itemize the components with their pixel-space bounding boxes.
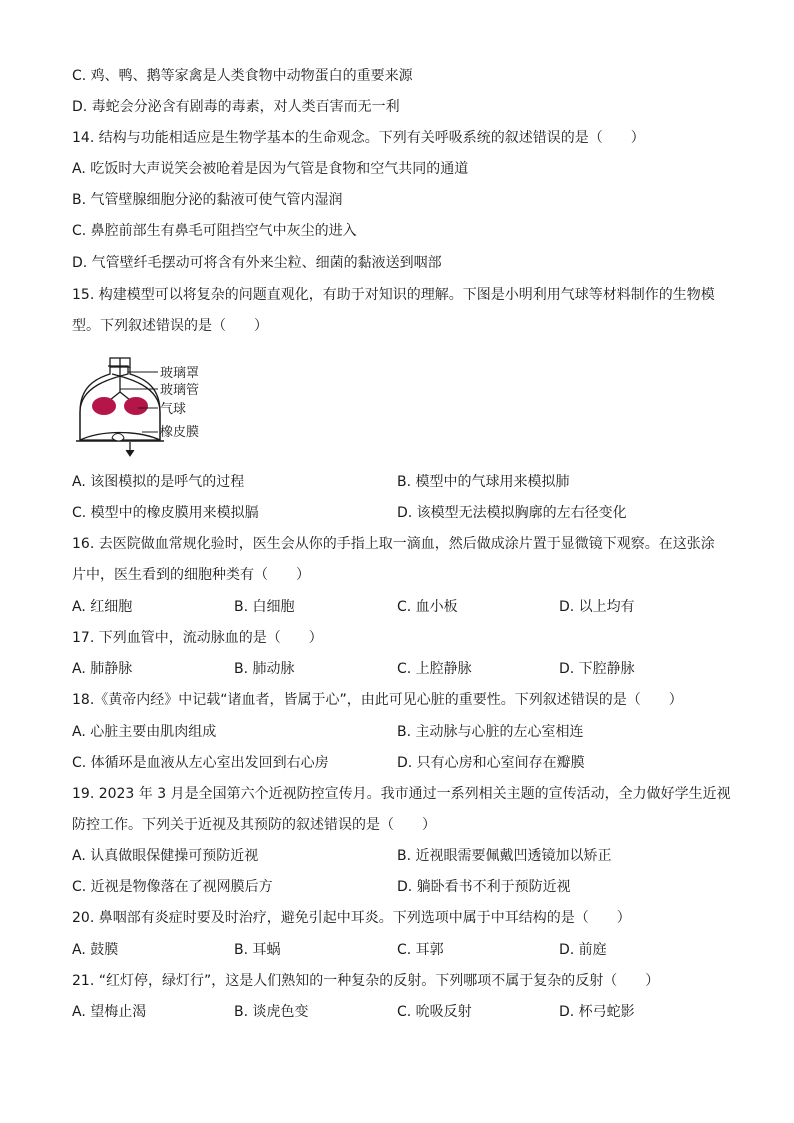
q17-option-d: D. 下腔静脉 [559, 661, 635, 677]
q19-stem-line2: 防控工作。下列关于近视及其预防的叙述错误的是（ ） [72, 817, 436, 833]
q20-option-b: B. 耳蜗 [234, 942, 281, 958]
q13-option-d: D. 毒蛇会分泌含有剧毒的毒素，对人类百害而无一利 [72, 99, 400, 115]
q18-option-d: D. 只有心房和心室间存在瓣膜 [397, 755, 585, 771]
q16-option-d: D. 以上均有 [559, 599, 635, 615]
q16-option-a: A. 红细胞 [72, 599, 133, 615]
q15-option-b: B. 模型中的气球用来模拟肺 [397, 474, 570, 490]
q21-stem: 21. “红灯停，绿灯行”，这是人们熟知的一种复杂的反射。下列哪项不属于复杂的反射（ ） [72, 973, 660, 989]
q15-stem-line1: 15. 构建模型可以将复杂的问题直观化，有助于对知识的理解。下图是小明利用气球等材料制作的生物模 [72, 287, 715, 303]
bell-jar-lung-model-figure [72, 352, 252, 460]
q19-option-b: B. 近视眼需要佩戴凹透镜加以矫正 [397, 848, 612, 864]
label-balloon: 气球 [160, 402, 187, 417]
q18-option-b: B. 主动脉与心脏的左心室相连 [397, 724, 584, 740]
right-balloon [124, 397, 148, 415]
q21-option-c: C. 吮吸反射 [397, 1004, 472, 1020]
label-glass-tube: 玻璃管 [160, 383, 200, 398]
q15-option-c: C. 模型中的橡皮膜用来模拟膈 [72, 505, 259, 521]
q14-option-c: C. 鼻腔前部生有鼻毛可阻挡空气中灰尘的进入 [72, 223, 357, 239]
q17-stem: 17. 下列血管中，流动脉血的是（ ） [72, 630, 323, 646]
q16-stem-line1: 16. 去医院做血常规化验时，医生会从你的手指上取一滴血，然后做成涂片置于显微镜下观察。在这张涂 [72, 536, 715, 552]
label-rubber-membrane: 橡皮膜 [160, 425, 200, 440]
q14-option-b: B. 气管壁腺细胞分泌的黏液可使气管内湿润 [72, 192, 343, 208]
q17-option-b: B. 肺动脉 [234, 661, 295, 677]
q21-option-d: D. 杯弓蛇影 [559, 1004, 635, 1020]
q19-option-a: A. 认真做眼保健操可预防近视 [72, 848, 259, 864]
q20-option-c: C. 耳郭 [397, 942, 444, 958]
q21-option-a: A. 望梅止渴 [72, 1004, 147, 1020]
q21-option-b: B. 谈虎色变 [234, 1004, 309, 1020]
q19-option-c: C. 近视是物像落在了视网膜后方 [72, 879, 273, 895]
q15-option-a: A. 该图模拟的是呼气的过程 [72, 474, 245, 490]
q17-option-c: C. 上腔静脉 [397, 661, 472, 677]
q13-option-c: C. 鸡、鸭、鹅等家禽是人类食物中动物蛋白的重要来源 [72, 68, 413, 84]
q20-option-d: D. 前庭 [559, 942, 607, 958]
q18-option-a: A. 心脏主要由肌肉组成 [72, 724, 217, 740]
q14-stem: 14. 结构与功能相适应是生物学基本的生命观念。下列有关呼吸系统的叙述错误的是（ ） [72, 130, 645, 146]
q18-option-c: C. 体循环是血液从左心室出发回到右心房 [72, 755, 329, 771]
q20-stem: 20. 鼻咽部有炎症时要及时治疗，避免引起中耳炎。下列选项中属于中耳结构的是（ ） [72, 910, 631, 926]
label-glass-jar: 玻璃罩 [160, 366, 200, 381]
q16-option-c: C. 血小板 [397, 599, 458, 615]
hand-pull-icon [112, 434, 124, 442]
q19-option-d: D. 躺卧看书不利于预防近视 [397, 879, 571, 895]
q18-stem: 18.《黄帝内经》中记载“诸血者，皆属于心”，由此可见心脏的重要性。下列叙述错误的是（ ） [72, 692, 683, 708]
q20-option-a: A. 鼓膜 [72, 942, 119, 958]
q16-stem-line2: 片中，医生看到的细胞种类有（ ） [72, 567, 310, 583]
q16-option-b: B. 白细胞 [234, 599, 295, 615]
q19-stem-line1: 19. 2023 年 3 月是全国第六个近视防控宣传月。我市通过一系列相关主题的宣传活动，全力做好学生近视 [72, 786, 731, 802]
q14-option-d: D. 气管壁纤毛摆动可将含有外来尘粒、细菌的黏液送到咽部 [72, 255, 442, 271]
q15-option-d: D. 该模型无法模拟胸廓的左右径变化 [397, 505, 627, 521]
q14-option-a: A. 吃饭时大声说笑会被呛着是因为气管是食物和空气共同的通道 [72, 161, 469, 177]
q15-stem-line2: 型。下列叙述错误的是（ ） [72, 318, 268, 334]
q17-option-a: A. 肺静脉 [72, 661, 133, 677]
left-balloon [92, 397, 116, 415]
